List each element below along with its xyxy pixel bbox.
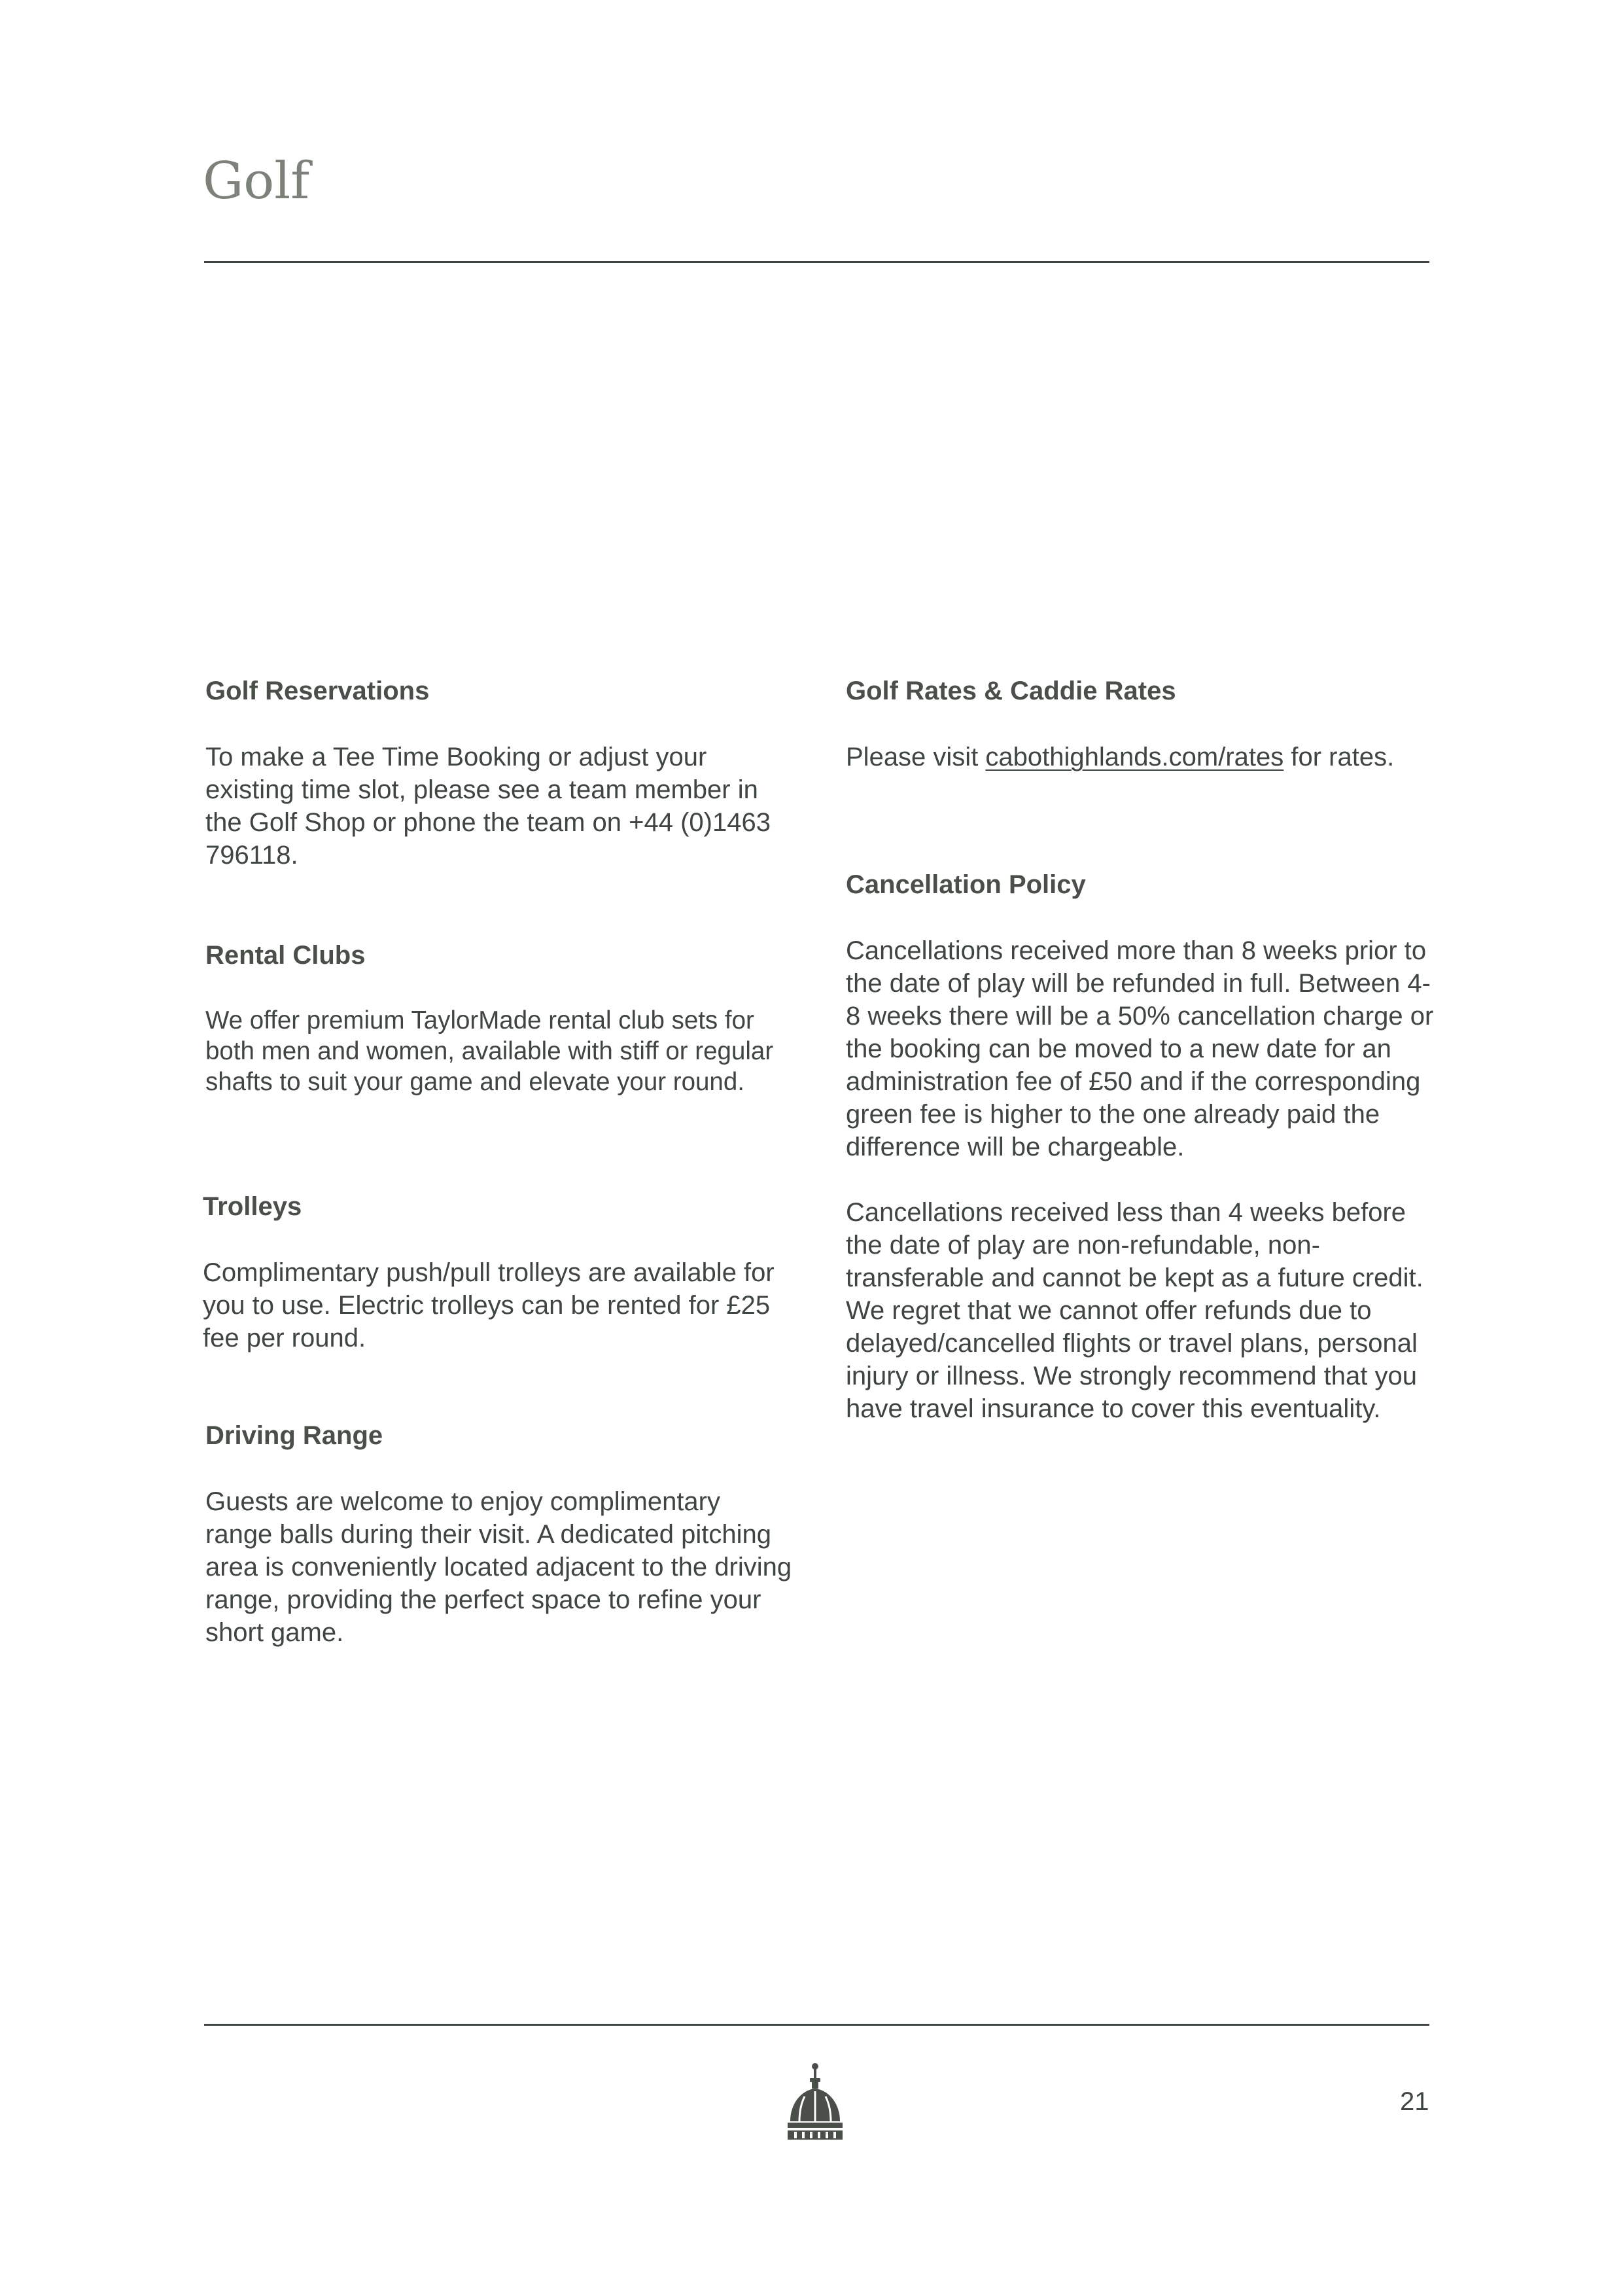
driving-range-heading: Driving Range <box>205 1421 383 1450</box>
trolleys-heading: Trolleys <box>203 1192 302 1221</box>
golf-reservations-heading: Golf Reservations <box>205 677 430 705</box>
section-driving-range <box>205 1420 794 1649</box>
section-golf-rates <box>846 675 1435 773</box>
bottom-divider <box>204 2024 1429 2026</box>
cancellation-paragraph-2: Cancellations received less than 4 weeks before the date of play are non-refundable, non-transferable and cannot be kept as a future credit. We regret that we cannot offer refunds due to delayed/cancelled flights or travel plans, personal injury or illness. We strongly recommend that you have travel insurance to cover this eventuality. <box>846 1198 1423 1423</box>
dome-icon <box>785 2062 845 2147</box>
golf-rates-body <box>846 741 1435 773</box>
golf-reservations-body: To make a Tee Time Booking or adjust your existing time slot, please see a team member in the Golf Shop or phone the team on +44 (0)1463 796118. <box>205 743 771 870</box>
golf-rates-text-after: for rates. <box>1283 743 1395 771</box>
cancellation-policy-heading: Cancellation Policy <box>846 870 1086 899</box>
section-rental-clubs <box>205 940 794 1097</box>
driving-range-body: Guests are welcome to enjoy complimentary range balls during their visit. A dedicated pitching area is conveniently located adjacent to the driving range, providing the perfect space to refine your short game. <box>205 1487 792 1647</box>
top-divider <box>204 261 1429 263</box>
rental-clubs-body: We offer premium TaylorMade rental club sets for both men and women, available with stiff or regular shafts to suit your game and elevate your round. <box>205 1006 774 1096</box>
section-cancellation-policy <box>846 869 1435 1425</box>
section-golf-reservations <box>205 675 794 872</box>
page-number: 21 <box>1400 2087 1429 2116</box>
rates-link[interactable]: cabothighlands.com/rates <box>985 743 1284 771</box>
golf-rates-text-before: Please visit <box>846 743 986 771</box>
cancellation-paragraph-1: Cancellations received more than 8 weeks prior to the date of play will be refunded in full. Between 4-8 weeks there will be a 50% cancellation charge or the booking can be moved to a new date for an administration fee of £50 and if the corresponding green fee is higher to the one already paid the difference will be chargeable. <box>846 936 1434 1161</box>
section-trolleys <box>203 1191 792 1354</box>
golf-rates-heading: Golf Rates & Caddie Rates <box>846 677 1176 705</box>
trolleys-body: Complimentary push/pull trolleys are available for you to use. Electric trolleys can be rented for £25 fee per round. <box>203 1258 775 1352</box>
page-title: Golf <box>203 152 310 211</box>
rental-clubs-heading: Rental Clubs <box>205 941 366 970</box>
